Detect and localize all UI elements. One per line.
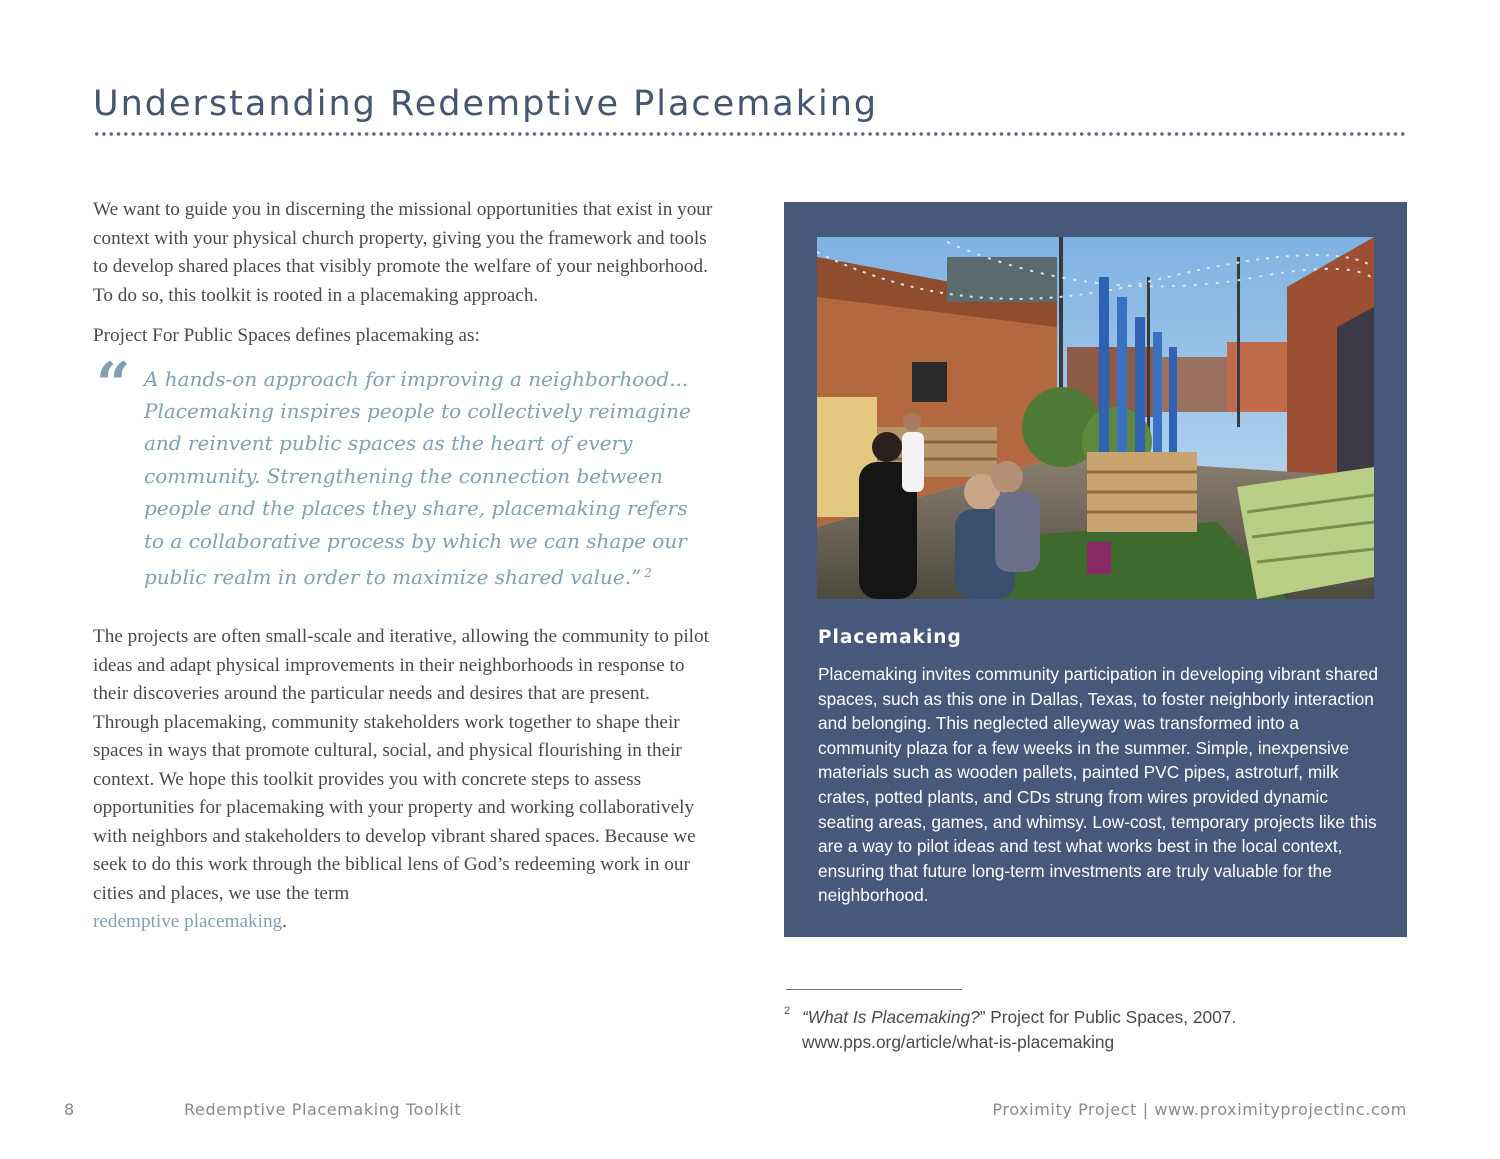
page-title: Understanding Redemptive Placemaking [93,84,879,124]
footer-organization: Proximity Project | www.proximityprojectinc.com [992,1100,1407,1119]
footnote-number: 2 [784,1005,791,1017]
dotted-divider [93,131,1407,137]
card-caption: Placemaking invites community participation in developing vibrant shared spaces, such as this one in Dallas, Texas, to foster neighborly interaction and belonging. This neglected alleyway was transformed into a community plaza for a few weeks in the summer. Simple, inexpensive materials such as wooden pallets, painted PVC pipes, astroturf, milk crates, potted plants, and CDs strung from wires provided dynamic seating areas, games, and whimsy. Low-cost, temporary projects like this are a way to pilot ideas and test what works best in the local context, ensuring that future long-term investments are truly valuable for the neighborhood. [818,664,1379,906]
placemaking-sidebar-card [784,202,1407,937]
quote-body: A hands-on approach for improving a neighborhood... Placemaking inspires people to collectively reimagine and reinvent public spaces as the heart of every community. Strengthening the connection between people and the places they share, placemaking refers to a collaborative process by which we can shape our public realm in order to maximize shared value.” [144,366,691,589]
dallas-alley-photo [817,237,1374,599]
quote-text [144,363,713,594]
footnote-reference[interactable]: 2 [644,565,652,580]
quote-mark-icon: “ [96,349,131,420]
footer-document-name: Redemptive Placemaking Toolkit [184,1100,462,1119]
footnote [784,1005,1406,1054]
projects-text: The projects are often small-scale and iterative, allowing the community to pilot ideas and adapt physical improvements in their neighborhoods in response to their discoveries around the particular needs and desires that are present. Through placemaking, community stakeholders work together to shape their spaces in ways that promote cultural, social, and physical flourishing in their context. We hope this toolkit provides you with concrete steps to assess opportunities for placemaking with your property and working collaboratively with neighbors and stakeholders to develop vibrant shared spaces. Because we seek to do this work through the biblical lens of God’s redeeming work in our cities and places, we use the term [93,626,709,904]
footnote-citation: ” Project for Public Spaces, 2007. www.pps.org/article/what-is-placemaking [802,1007,1237,1052]
footnote-text [802,1005,1406,1054]
projects-paragraph [93,623,713,937]
redemptive-placemaking-link[interactable]: redemptive placemaking [93,911,283,933]
main-text-column [93,196,713,937]
page-number: 8 [64,1100,75,1119]
footnote-divider [786,989,962,990]
intro-paragraph: We want to guide you in discerning the missional opportunities that exist in your context with your physical church property, giving you the framework and tools to develop shared places that visibly promote the welfare of your neighborhood. To do so, this toolkit is rooted in a placemaking approach. [93,199,713,306]
definition-lead: Project For Public Spaces defines placemaking as: [93,325,480,346]
footnote-source-title: “What Is Placemaking? [802,1007,980,1027]
placemaking-quote [93,349,713,594]
card-title: Placemaking [818,627,962,648]
sentence-period: . [282,911,287,933]
